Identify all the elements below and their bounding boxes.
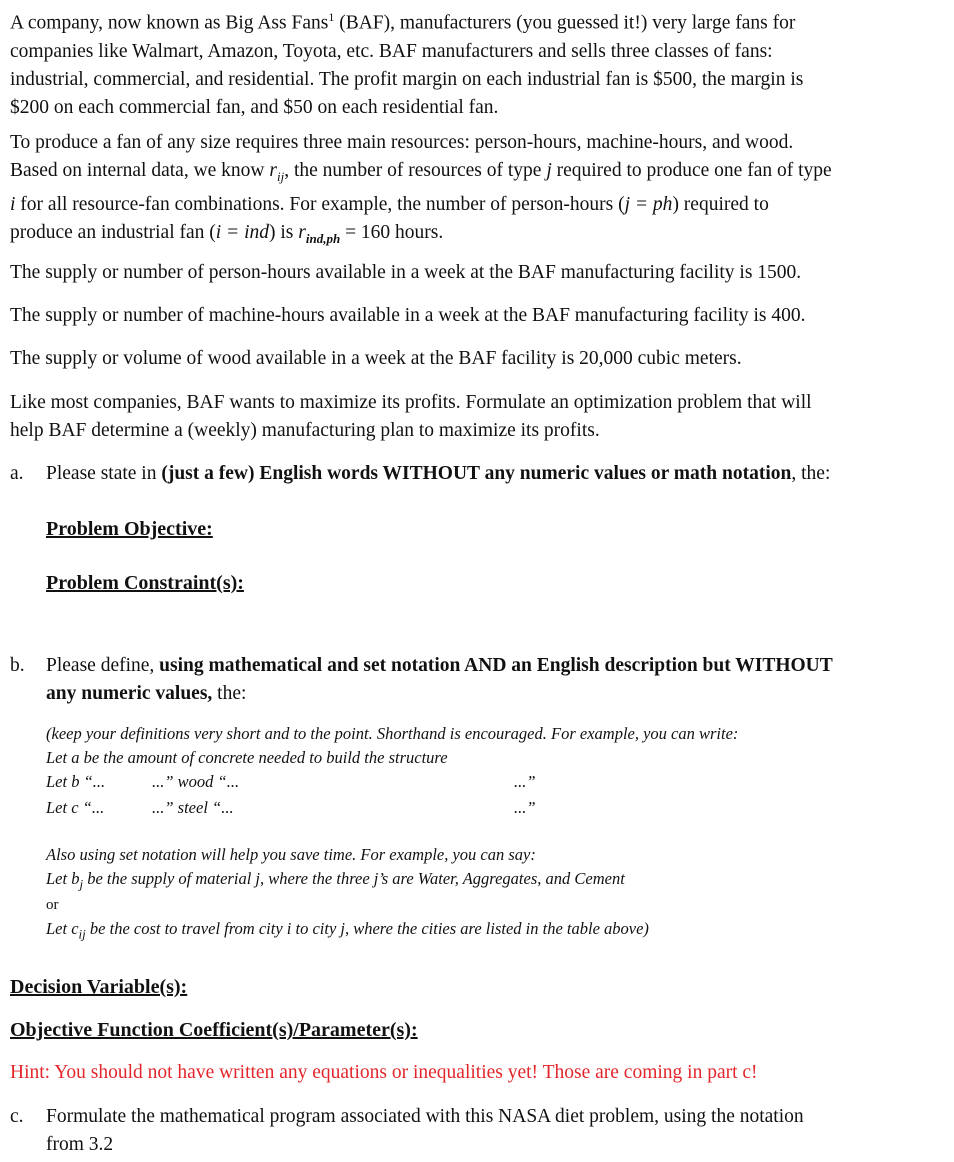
resources-text-4a: produce an industrial fan (: [10, 221, 216, 243]
example-line-3b: ...” wood “...: [152, 772, 240, 791]
example-line-7: [46, 917, 649, 946]
example-6a: Let b: [46, 869, 80, 888]
resources-text-2b: , the number of resources of type: [284, 160, 547, 181]
part-b-bold-1: using mathematical and set notation AND an English description but WITHOUT: [159, 655, 833, 676]
part-b-line-1: [46, 652, 833, 680]
math-j: j: [546, 160, 552, 181]
example-line-2: Let a be the amount of concrete needed to build the structure: [46, 748, 448, 767]
objective-coefficients-heading: Objective Function Coefficient(s)/Parameter(s):: [10, 1019, 418, 1041]
intro-line-1: [10, 3, 945, 38]
part-b-line-2: [46, 680, 833, 708]
part-b-post: the:: [212, 683, 247, 704]
resources-text-3a: for all resource-fan combinations. For example, the number of person-hours (: [15, 193, 625, 215]
intro-line-2: companies like Walmart, Amazon, Toyota, etc. BAF manufacturers and sells three classes of fans:: [10, 40, 773, 62]
goal-line-2: help BAF determine a (weekly) manufacturing plan to maximize its profits.: [10, 420, 600, 441]
part-b-prompt: [46, 652, 833, 708]
hint-text: Hint: You should not have written any equations or inequalities yet! Those are coming in part c!: [10, 1062, 758, 1083]
math-j-eq-ph: j = ph: [624, 193, 673, 215]
part-c-label: c.: [10, 1106, 24, 1127]
goal-line-1: Like most companies, BAF wants to maximize its profits. Formulate an optimization problem that will: [10, 392, 812, 413]
part-b-label: b.: [10, 655, 25, 676]
footnote-mark: 1: [328, 10, 335, 24]
part-c-text: [46, 1103, 804, 1159]
resources-line-4: [10, 219, 945, 253]
example-line-4b: ...” steel “...: [152, 798, 234, 817]
problem-objective-heading: Problem Objective:: [46, 518, 213, 540]
math-i: i: [10, 193, 16, 215]
supply-person-hours: The supply or number of person-hours available in a week at the BAF manufacturing facility is 1500.: [10, 262, 802, 283]
example-line-4a: Let c “...: [46, 798, 105, 817]
example-line-1: (keep your definitions very short and to the point. Shorthand is encouraged. For example, you can write:: [46, 724, 739, 743]
part-c-line-1: Formulate the mathematical program associated with this NASA diet problem, using the notation: [46, 1106, 804, 1127]
part-a-bold: (just a few) English words WITHOUT any numeric values or math notation: [161, 463, 792, 484]
resources-text-2c: required to produce one fan of type: [551, 160, 832, 181]
goal-paragraph: [10, 389, 945, 445]
intro-text-1a: A company, now known as Big Ass Fans: [10, 12, 329, 34]
resources-text-4b: ) is: [269, 221, 299, 243]
math-ind-ph: ind,ph: [305, 230, 341, 246]
math-r: r: [269, 160, 277, 181]
example-line-5: Also using set notation will help you save time. For example, you can say:: [46, 845, 536, 864]
example-line-3c: ...”: [514, 772, 536, 791]
intro-text-1b: (BAF), manufacturers (you guessed it!) very large fans for: [334, 12, 796, 34]
part-a-prompt: [46, 460, 830, 488]
decision-variables-heading: Decision Variable(s):: [10, 976, 188, 998]
math-i-eq-ind: i = ind: [215, 221, 270, 243]
example-line-6: [46, 867, 625, 896]
math-ij: ij: [276, 168, 285, 184]
resources-text-3b: ) required to: [672, 193, 769, 215]
intro-line-3: industrial, commercial, and residential. The profit margin on each industrial fan is $500, the margin is: [10, 68, 804, 90]
resources-line-1: To produce a fan of any size requires three main resources: person-hours, machine-hours, and wood.: [10, 132, 794, 153]
example-7-sub: ij: [78, 926, 86, 942]
intro-paragraph: [10, 3, 945, 122]
resources-line-2: [10, 157, 945, 191]
intro-line-4: $200 on each commercial fan, and $50 on each residential fan.: [10, 96, 499, 118]
example-line-3a: Let b “...: [46, 772, 106, 791]
example-7a: Let c: [46, 919, 79, 938]
part-a-label: a.: [10, 463, 24, 484]
part-a-post: , the:: [791, 463, 831, 484]
part-b-pre: Please define,: [46, 655, 160, 676]
math-r2: r: [298, 221, 306, 243]
resources-text-2a: Based on internal data, we know: [10, 160, 270, 181]
example-line-4c: ...”: [514, 798, 536, 817]
problem-constraints-heading: Problem Constraint(s):: [46, 572, 244, 594]
supply-wood: The supply or volume of wood available in a week at the BAF facility is 20,000 cubic meters.: [10, 348, 742, 369]
example-7b: be the cost to travel from city i to city j, where the cities are listed in the table above): [85, 919, 649, 938]
example-6-sub: j: [79, 876, 84, 892]
resources-line-3: [10, 191, 945, 219]
supply-machine-hours: The supply or number of machine-hours available in a week at the BAF manufacturing facility is 400.: [10, 305, 806, 326]
part-b-bold-2: any numeric values,: [46, 683, 213, 704]
part-c-line-2: from 3.2: [46, 1134, 114, 1155]
resources-text-4c: = 160 hours.: [340, 221, 444, 243]
example-6b: be the supply of material j, where the three j’s are Water, Aggregates, and Cement: [83, 869, 625, 888]
example-or: or: [46, 897, 59, 913]
part-a-pre: Please state in: [46, 463, 162, 484]
resources-paragraph: [10, 129, 945, 253]
